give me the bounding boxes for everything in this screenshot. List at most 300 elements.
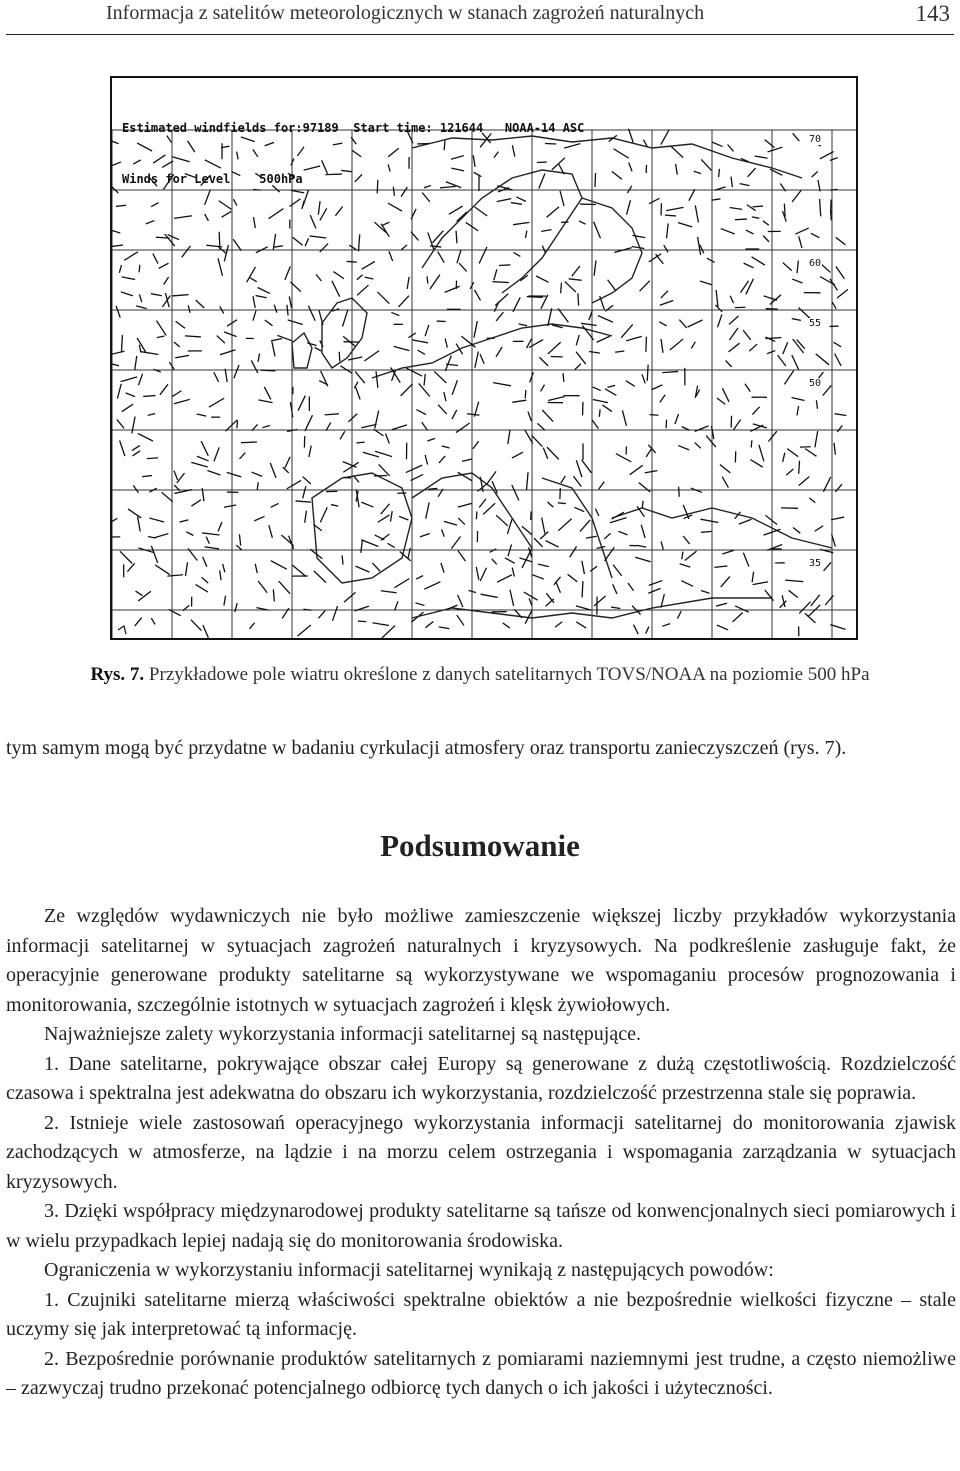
- wind-vector: [125, 252, 138, 260]
- wind-vector: [786, 580, 803, 581]
- wind-vector: [512, 486, 519, 500]
- wind-vector: [493, 282, 508, 283]
- wind-vector: [629, 129, 633, 142]
- wind-vector: [484, 504, 495, 514]
- wind-vector: [242, 442, 257, 443]
- wind-vector: [660, 301, 672, 305]
- wind-vector: [139, 266, 140, 272]
- wind-vector: [508, 431, 510, 444]
- wind-vector: [679, 487, 680, 496]
- wind-vector: [680, 320, 687, 327]
- wind-vector: [789, 591, 797, 597]
- wind-vector: [740, 184, 749, 186]
- wind-vector: [357, 442, 364, 443]
- wind-vector: [359, 235, 360, 251]
- wind-vector: [180, 520, 188, 522]
- wind-vector: [599, 316, 613, 322]
- wind-vector: [680, 564, 689, 567]
- wind-vector: [768, 351, 775, 354]
- wind-vector: [525, 391, 526, 398]
- wind-vector: [548, 309, 552, 325]
- wind-vector: [730, 208, 741, 210]
- wind-vector: [678, 612, 681, 618]
- wind-vector: [137, 306, 146, 309]
- wind-vector: [116, 307, 120, 318]
- wind-vector: [334, 272, 343, 279]
- wind-vector: [682, 581, 693, 586]
- wind-vector: [548, 343, 560, 354]
- wind-vector: [122, 336, 123, 352]
- wind-vector: [613, 585, 617, 594]
- wind-vector: [152, 294, 162, 296]
- wind-vector: [344, 477, 350, 478]
- wind-vector: [510, 590, 513, 605]
- wind-vector: [808, 605, 820, 616]
- wind-vector: [594, 400, 608, 403]
- wind-vector: [661, 542, 663, 549]
- wind-vector: [150, 518, 163, 522]
- wind-vector: [287, 306, 288, 315]
- coastline: [612, 508, 832, 548]
- wind-vector: [503, 623, 509, 627]
- wind-vector: [407, 278, 409, 289]
- wind-vector: [736, 606, 749, 612]
- wind-vector: [572, 267, 579, 276]
- wind-vector: [227, 473, 240, 477]
- wind-vector: [203, 557, 207, 566]
- wind-vector: [559, 503, 566, 504]
- wind-vector: [582, 562, 584, 574]
- wind-vector: [138, 517, 140, 531]
- wind-vector: [629, 163, 632, 171]
- wind-vector: [701, 519, 718, 522]
- wind-vector: [173, 391, 181, 396]
- wind-vector: [347, 262, 356, 263]
- wind-vector: [679, 223, 692, 227]
- wind-vector: [594, 261, 596, 275]
- wind-vector: [576, 336, 579, 345]
- wind-vector: [652, 385, 662, 389]
- wind-vector: [133, 446, 140, 450]
- wind-vector: [217, 336, 224, 343]
- wind-vector: [752, 257, 764, 265]
- wind-vector: [664, 246, 668, 252]
- wind-vector: [554, 577, 560, 584]
- wind-vector: [375, 476, 387, 477]
- wind-vector: [156, 565, 170, 574]
- wind-vector: [837, 290, 847, 298]
- wind-vector: [441, 564, 444, 572]
- wind-vector: [667, 224, 669, 238]
- wind-vector: [112, 228, 120, 233]
- wind-vector: [619, 532, 627, 535]
- wind-vector: [319, 311, 323, 324]
- wind-vector: [237, 546, 242, 550]
- wind-vector: [270, 464, 275, 478]
- wind-vector: [218, 523, 221, 531]
- wind-vector: [399, 296, 409, 306]
- wind-vector: [660, 322, 666, 325]
- wind-vector: [256, 296, 266, 298]
- corner-marker: [118, 626, 126, 634]
- wind-vector: [695, 443, 700, 448]
- advantages-intro: Najważniejsze zalety wykorzystania informacji satelitarnej są następujące.: [44, 1023, 641, 1045]
- wind-vector: [203, 533, 219, 535]
- figure-header: [122, 86, 584, 222]
- wind-vector: [716, 291, 718, 307]
- wind-vector: [452, 410, 456, 418]
- figure-header-line-2: Winds for Level 500hPa: [122, 172, 303, 186]
- wind-vector: [433, 231, 443, 242]
- wind-vector: [730, 296, 733, 302]
- wind-vector: [186, 563, 188, 575]
- wind-vector: [418, 350, 424, 354]
- wind-vector: [577, 622, 586, 628]
- wind-vector: [830, 279, 837, 290]
- wind-vector: [793, 279, 802, 283]
- wind-vector: [192, 463, 207, 467]
- wind-vector: [820, 200, 821, 216]
- figure-caption: [0, 664, 960, 686]
- wind-vector: [496, 347, 502, 356]
- wind-vector: [214, 373, 218, 382]
- wind-vector: [407, 368, 422, 376]
- wind-vector: [835, 414, 846, 416]
- wind-vector: [176, 322, 184, 328]
- wind-vector: [120, 266, 122, 273]
- wind-vector: [547, 594, 554, 603]
- wind-vector: [392, 425, 406, 429]
- wind-vector: [139, 434, 153, 441]
- wind-vector: [561, 477, 565, 483]
- wind-vector: [438, 490, 442, 497]
- wind-vector: [293, 238, 302, 245]
- wind-vector: [540, 358, 548, 366]
- wind-vector: [253, 297, 255, 307]
- wind-vector: [168, 575, 182, 576]
- wind-vector: [524, 592, 537, 599]
- wind-vector: [794, 528, 800, 533]
- wind-vector: [538, 424, 544, 430]
- wind-vector: [240, 453, 245, 459]
- wind-vector: [661, 340, 663, 353]
- wind-vector: [558, 309, 568, 322]
- wind-vector: [563, 374, 564, 381]
- wind-vector: [174, 471, 177, 479]
- wind-vector: [121, 552, 132, 563]
- wind-vector: [326, 423, 330, 430]
- latitude-label: 55: [809, 318, 822, 329]
- wind-vector: [836, 238, 845, 245]
- wind-vector: [608, 280, 616, 290]
- wind-vector: [718, 315, 722, 327]
- wind-vector: [319, 611, 325, 618]
- wind-vector: [799, 237, 802, 248]
- wind-vector: [325, 414, 338, 415]
- wind-vector: [594, 596, 605, 605]
- wind-vector: [544, 448, 548, 458]
- wind-vector: [439, 456, 444, 462]
- wind-vector: [792, 398, 804, 401]
- wind-vector: [500, 265, 510, 266]
- wind-vector: [221, 350, 235, 355]
- wind-vector: [121, 377, 136, 381]
- wind-vector: [734, 420, 741, 429]
- wind-vector: [379, 465, 389, 475]
- wind-vector: [744, 553, 749, 566]
- wind-vector: [649, 589, 660, 593]
- wind-vector: [481, 568, 487, 580]
- summary-paragraph: Ze względów wydawniczych nie było możliwe zamieszczenie większej liczby przykładów wykorzystania informacji satelitarnej w sytuacjach zagrożeń naturalnych i kryzysowych. Na podkreślenie zasługuje fakt, że operacyjnie generowane produkty satelitarne są wykorzystywane we wspomaganiu procesów prognozowania i monitorowania, szczególnie istotnych w sytuacjach zagrożeń i klęsk żywiołowych.: [6, 905, 956, 1016]
- wind-vector: [612, 172, 621, 179]
- wind-vector: [395, 602, 398, 610]
- wind-vector: [459, 518, 465, 524]
- wind-vector: [753, 206, 762, 207]
- wind-vector: [685, 552, 696, 561]
- wind-vector: [630, 466, 642, 475]
- wind-vector: [122, 405, 132, 412]
- wind-vector: [144, 396, 155, 397]
- limitation-item: 2. Bezpośrednie porównanie produktów satelitarnych z pomiarami naziemnymi jest trudne, a często niemożliwe – zazwyczaj trudno przekonać potencjalnego odbiorcę tych danych o ich jakości i użyteczności.: [6, 1347, 956, 1399]
- wind-vector: [475, 402, 479, 416]
- wind-vector: [362, 502, 373, 506]
- wind-vector: [594, 222, 600, 237]
- wind-vector: [225, 505, 236, 507]
- running-header: [6, 0, 954, 35]
- wind-vector: [514, 223, 529, 225]
- wind-vector: [303, 477, 310, 484]
- wind-vector: [362, 425, 376, 428]
- wind-vector: [556, 582, 560, 592]
- advantage-item: 2. Istnieje wiele zastosowań operacyjnego wykorzystania informacji satelitarnej do monitorowania zjawisk zachodzących w atmosferze, na lądzie i na morzu celem ostrzegania i wspomagania zarządzania w sytuacjach kryzysowych.: [6, 1111, 956, 1193]
- wind-vector: [304, 609, 311, 610]
- wind-vector: [766, 516, 777, 525]
- wind-vector: [376, 451, 392, 456]
- wind-vector: [788, 449, 798, 456]
- wind-vector: [356, 566, 369, 572]
- wind-vector: [427, 277, 428, 283]
- wind-vector: [747, 205, 755, 210]
- wind-vector: [812, 234, 819, 238]
- wind-vector: [513, 453, 523, 458]
- wind-vector: [350, 246, 356, 250]
- wind-vector: [726, 361, 731, 367]
- wind-vector: [800, 602, 810, 613]
- wind-vector: [411, 475, 422, 481]
- wind-vector: [527, 297, 542, 298]
- wind-vector: [283, 468, 288, 473]
- wind-vector: [505, 558, 514, 563]
- wind-vector: [356, 372, 365, 383]
- wind-vector: [458, 596, 463, 607]
- wind-vector: [343, 311, 348, 326]
- wind-vector: [208, 471, 220, 475]
- wind-vector: [721, 577, 729, 587]
- wind-vector: [259, 582, 267, 593]
- wind-vector: [112, 351, 124, 354]
- wind-vector: [271, 504, 278, 507]
- wind-vector: [468, 414, 479, 415]
- wind-vector: [634, 625, 638, 633]
- wind-vector: [768, 147, 782, 151]
- wind-vector: [646, 337, 647, 351]
- wind-vector: [402, 245, 407, 249]
- wind-vector: [783, 263, 791, 270]
- wind-vector: [394, 347, 408, 351]
- wind-vector: [561, 283, 562, 292]
- wind-vector: [638, 546, 646, 548]
- wind-vector: [456, 231, 457, 242]
- wind-vector: [120, 441, 125, 455]
- wind-vector: [811, 595, 819, 605]
- wind-vector: [376, 372, 378, 387]
- wind-vector: [596, 509, 599, 515]
- wind-vector: [413, 340, 428, 343]
- wind-vector: [508, 520, 512, 534]
- wind-vector: [608, 386, 614, 388]
- wind-vector: [378, 515, 389, 522]
- wind-vector: [712, 199, 720, 200]
- wind-vector: [155, 534, 168, 538]
- wind-vector: [574, 477, 581, 486]
- wind-vector: [522, 527, 531, 535]
- wind-vector: [622, 325, 633, 337]
- wind-vector: [425, 582, 440, 589]
- wind-vector: [575, 364, 580, 369]
- wind-vector: [543, 411, 553, 422]
- wind-vector: [205, 547, 218, 549]
- wind-vector: [137, 339, 145, 352]
- wind-vector: [806, 449, 816, 456]
- wind-vector: [542, 518, 545, 533]
- wind-vector: [122, 277, 134, 279]
- wind-vector: [526, 231, 527, 237]
- wind-vector: [591, 567, 597, 571]
- wind-vector: [355, 382, 358, 388]
- wind-vector: [532, 436, 542, 446]
- wind-vector: [592, 420, 598, 428]
- wind-vector: [272, 342, 275, 356]
- wind-vector: [435, 372, 446, 383]
- coastline: [542, 478, 612, 578]
- wind-vector: [475, 291, 480, 300]
- wind-vector: [274, 305, 276, 312]
- wind-vector: [148, 458, 158, 459]
- wind-vector: [164, 278, 168, 285]
- wind-vector: [824, 478, 831, 492]
- wind-vector: [392, 313, 399, 316]
- wind-vector: [442, 530, 444, 536]
- wind-vector: [153, 254, 158, 263]
- wind-vector: [519, 324, 526, 326]
- wind-vector: [162, 493, 172, 502]
- wind-vector: [473, 442, 478, 449]
- wind-vector: [623, 411, 627, 425]
- wind-vector: [442, 446, 449, 448]
- wind-vector: [549, 397, 564, 401]
- wind-vector: [250, 623, 254, 628]
- wind-vector: [578, 294, 579, 305]
- wind-vector: [799, 461, 800, 473]
- running-title: Informacja z satelitów meteorologicznych w stanach zagrożeń naturalnych: [106, 2, 705, 24]
- wind-vector: [157, 321, 166, 335]
- wind-vector: [815, 432, 818, 447]
- wind-vector: [359, 621, 366, 622]
- wind-vector: [149, 537, 155, 538]
- wind-vector: [417, 410, 425, 414]
- wind-vector: [305, 239, 308, 246]
- advantage-item: 3. Dzięki współpracy międzynarodowej produkty satelitarne są tańsze od konwencjonalnych sieci pomiarowych i w wielu przypadkach lepiej nadają się do monitorowania środowiska.: [6, 1200, 956, 1252]
- wind-vector: [308, 343, 316, 345]
- wind-vector: [197, 414, 205, 416]
- wind-vector: [831, 189, 837, 190]
- wind-vector: [349, 357, 362, 360]
- wind-vector: [796, 228, 808, 234]
- wind-vector: [425, 326, 428, 336]
- wind-vector: [480, 355, 484, 363]
- wind-vector: [599, 482, 604, 489]
- intro-paragraph-block: [6, 734, 956, 764]
- wind-vector: [733, 613, 742, 621]
- limitation-item: 1. Czujniki satelitarne mierzą właściwości spektralne obiektów a nie bezpośrednie wielkości fizyczne – stale uczymy się jak interpretować tą informację.: [6, 1288, 956, 1340]
- wind-vector: [721, 229, 734, 234]
- wind-vector: [636, 557, 650, 561]
- wind-vector: [778, 356, 785, 366]
- wind-vector: [309, 446, 311, 456]
- wind-vector: [220, 571, 221, 580]
- wind-vector: [430, 275, 439, 288]
- wind-vector: [381, 504, 389, 513]
- wind-vector: [310, 236, 325, 238]
- wind-vector: [833, 303, 836, 309]
- wind-vector: [556, 622, 562, 627]
- wind-vector: [755, 156, 767, 158]
- wind-vector: [340, 432, 344, 439]
- wind-vector: [616, 454, 630, 462]
- wind-vector: [661, 595, 664, 607]
- wind-vector: [494, 383, 511, 386]
- wind-vector: [646, 627, 649, 633]
- wind-vector: [192, 500, 201, 506]
- wind-vector: [458, 551, 465, 560]
- wind-vector: [357, 275, 362, 279]
- wind-vector: [136, 591, 142, 595]
- wind-vector: [702, 591, 709, 593]
- wind-vector: [166, 294, 169, 307]
- wind-vector: [365, 351, 379, 361]
- wind-vector: [373, 623, 388, 626]
- wind-vector: [158, 336, 164, 337]
- wind-vector: [289, 297, 291, 307]
- wind-vector: [342, 556, 343, 564]
- wind-vector: [497, 516, 508, 526]
- wind-vector: [793, 134, 799, 141]
- wind-vector: [606, 389, 616, 395]
- wind-vector: [186, 336, 201, 337]
- wind-vector: [753, 582, 767, 585]
- wind-vector: [650, 199, 659, 204]
- wind-vector: [689, 190, 694, 200]
- wind-vector: [274, 246, 282, 247]
- wind-vector: [426, 622, 433, 627]
- wind-vector: [445, 339, 447, 347]
- wind-vector: [298, 396, 305, 410]
- wind-vector: [474, 322, 477, 337]
- wind-vector: [133, 451, 140, 455]
- page-number: 143: [915, 1, 950, 26]
- wind-vector: [723, 389, 729, 401]
- wind-vector: [528, 412, 531, 420]
